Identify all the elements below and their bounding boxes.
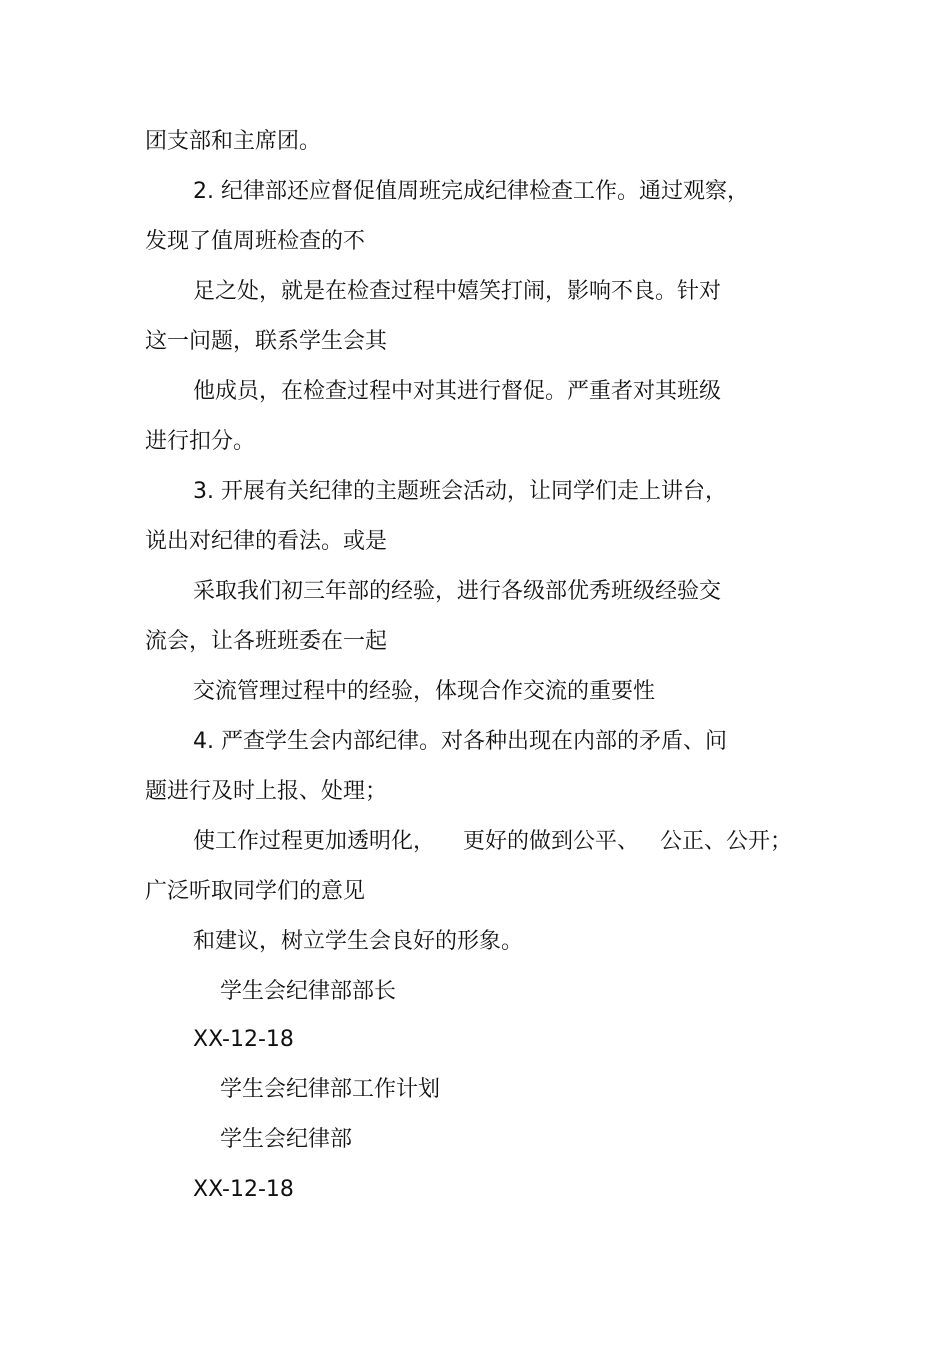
signature-title: 学生会纪律部部长 — [220, 979, 397, 1004]
text-line: 采取我们初三年部的经验，进行各级部优秀班级经验交 — [193, 579, 722, 604]
text-line: 团支部和主席团。 — [145, 129, 322, 154]
text-line: 使工作过程更加透明化， 更好的做到公平、 公正、公开； — [193, 829, 792, 854]
text-line: 3. 开展有关纪律的主题班会活动，让同学们走上讲台， — [193, 479, 727, 504]
text-line: 2. 纪律部还应督促值周班完成纪律检查工作。通过观察， — [193, 179, 749, 204]
text-line: 和建议，树立学生会良好的形象。 — [193, 929, 524, 954]
text-line: 足之处，就是在检查过程中嬉笑打闹，影响不良。针对 — [193, 279, 722, 304]
department-name: 学生会纪律部 — [220, 1127, 353, 1152]
text-line: 说出对纪律的看法。或是 — [145, 529, 388, 554]
text-line: 交流管理过程中的经验，体现合作交流的重要性 — [193, 679, 656, 704]
document-title: 学生会纪律部工作计划 — [220, 1077, 441, 1102]
text-line: 他成员，在检查过程中对其进行督促。严重者对其班级 — [193, 379, 722, 404]
text-line: 广泛听取同学们的意见 — [145, 879, 366, 904]
text-line: 题进行及时上报、处理； — [145, 779, 388, 804]
text-line: 进行扣分。 — [145, 429, 256, 454]
text-line: 流会，让各班班委在一起 — [145, 629, 388, 654]
text-line: 发现了值周班检查的不 — [145, 229, 366, 254]
document-date: XX-12-18 — [193, 1177, 294, 1202]
text-line: 4. 严查学生会内部纪律。对各种出现在内部的矛盾、问 — [193, 729, 727, 754]
signature-date: XX-12-18 — [193, 1027, 294, 1052]
text-line: 这一问题，联系学生会其 — [145, 329, 388, 354]
